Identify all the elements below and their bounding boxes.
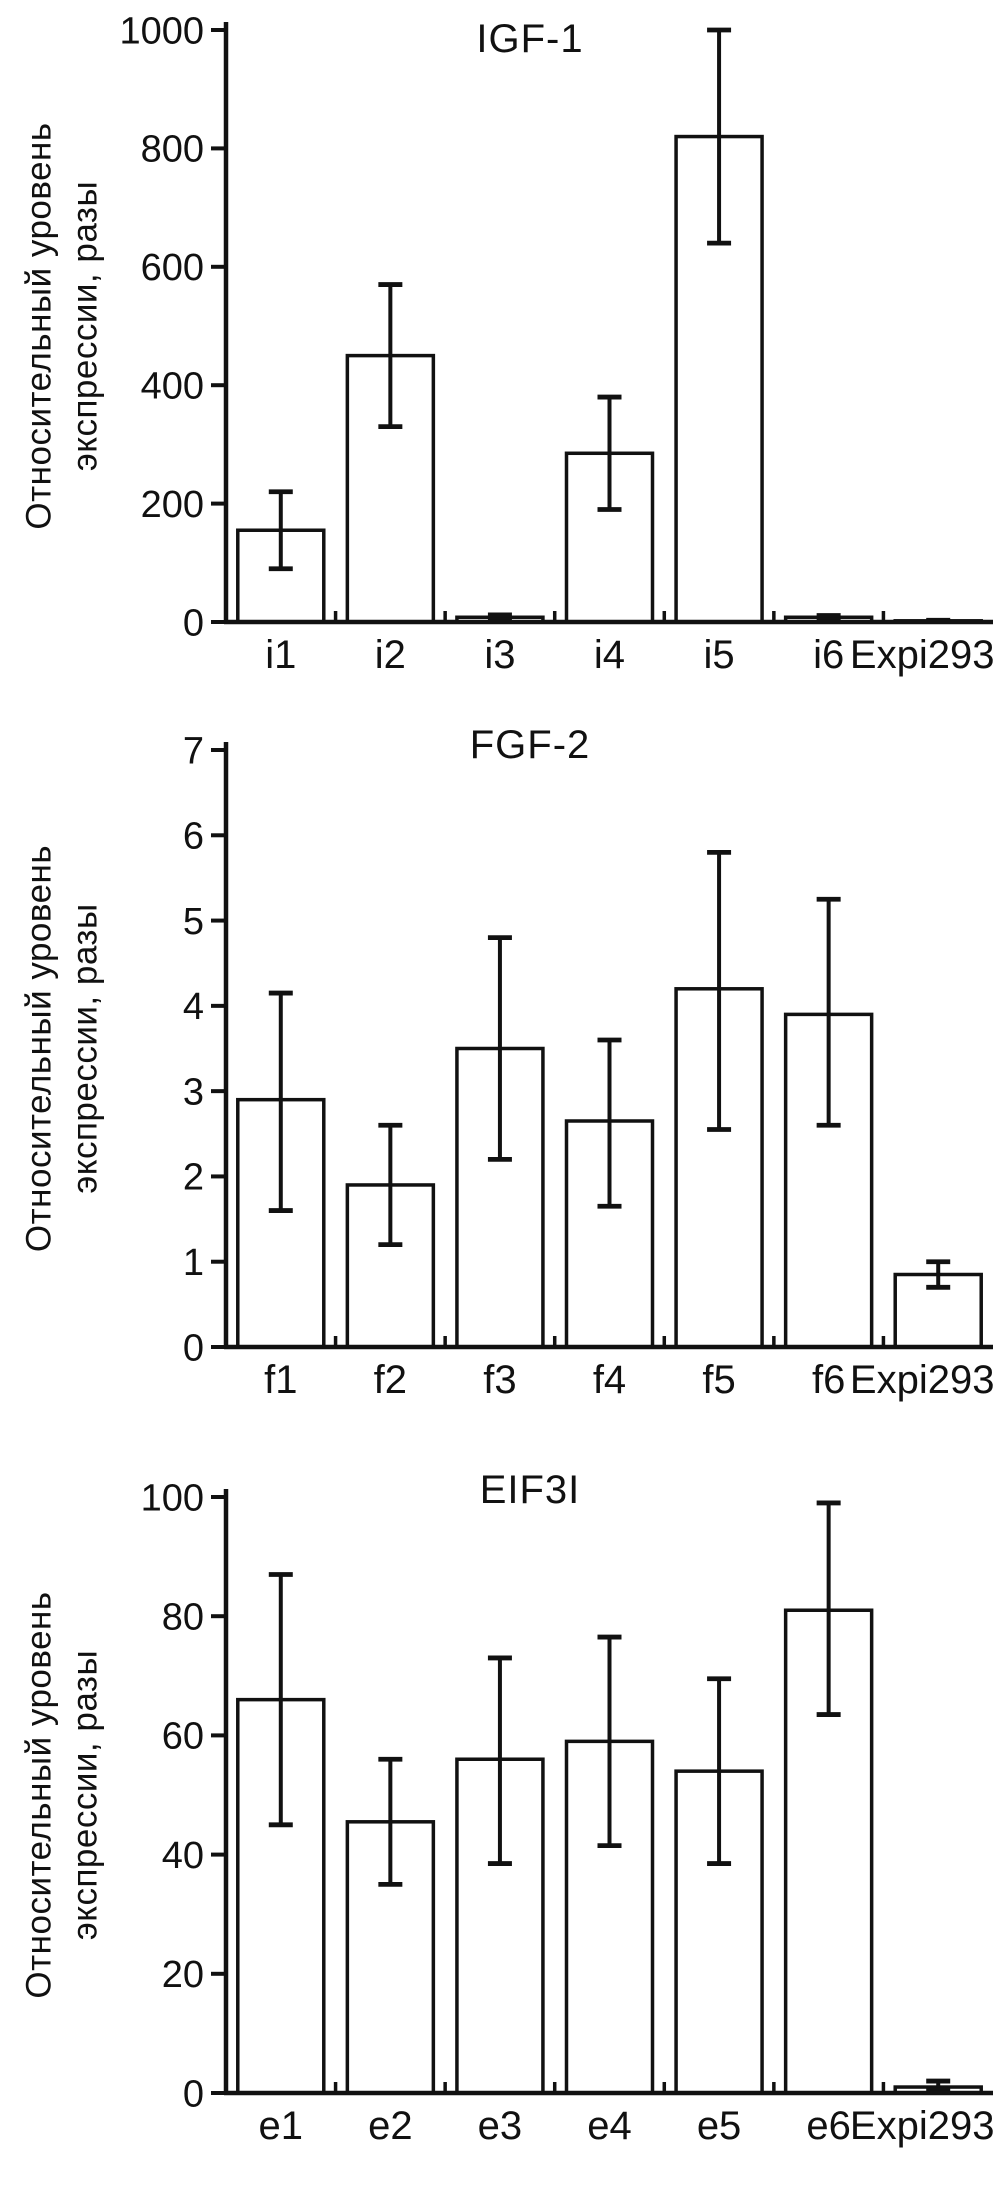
category-label: i6: [813, 633, 845, 677]
y-tick-label: 3: [182, 1071, 204, 1114]
y-tick-label: 2: [182, 1156, 204, 1199]
y-axis-label-line2: экспрессии, разы: [65, 180, 105, 472]
category-label: Expi293: [849, 633, 995, 677]
chart-fgf2: [19, 723, 994, 1402]
error-bar-i6: [817, 615, 841, 619]
category-label: f6: [811, 1358, 846, 1402]
category-label: e4: [587, 2104, 632, 2148]
chart-igf1: [19, 10, 994, 677]
y-axis-label-line1: Относительный уровень: [19, 1591, 59, 1999]
y-axis-label-line2: экспрессии, разы: [65, 903, 105, 1194]
category-label: e5: [696, 2104, 742, 2148]
category-label: e2: [368, 2104, 413, 2148]
y-tick-label: 20: [161, 1954, 204, 1997]
category-label: f2: [373, 1358, 408, 1402]
y-tick-label: 200: [140, 483, 204, 526]
category-label: i2: [374, 633, 406, 677]
category-label: e6: [806, 2104, 851, 2148]
category-label: f5: [702, 1358, 736, 1402]
y-axis-label-line1: Относительный уровень: [19, 122, 59, 530]
category-label: i1: [265, 633, 297, 677]
y-axis-label-line1: Относительный уровень: [19, 844, 59, 1253]
y-tick-label: 4: [182, 986, 204, 1029]
y-tick-label: 1000: [119, 10, 204, 53]
category-label: f1: [264, 1358, 298, 1402]
y-tick-label: 100: [140, 1477, 204, 1520]
chart-eif3i: [19, 1468, 994, 2148]
chart-title: EIF3I: [479, 1468, 581, 1512]
y-tick-label: 1: [182, 1242, 204, 1285]
y-tick-label: 40: [161, 1834, 204, 1877]
y-tick-label: 5: [182, 900, 204, 943]
chart-title: IGF-1: [476, 17, 584, 61]
category-label: i4: [593, 633, 626, 677]
category-label: e1: [258, 2104, 304, 2148]
category-label: i5: [703, 633, 735, 677]
category-label: i3: [484, 633, 516, 677]
y-tick-label: 400: [140, 365, 204, 408]
y-tick-label: 0: [182, 1327, 204, 1370]
category-label: f4: [592, 1358, 627, 1402]
category-label: f3: [483, 1358, 517, 1402]
category-label: e3: [477, 2104, 523, 2148]
y-axis-label-line2: экспрессии, разы: [65, 1649, 105, 1941]
category-label: Expi293: [849, 2104, 995, 2148]
y-tick-label: 60: [161, 1715, 204, 1758]
error-bar-i3: [488, 615, 512, 620]
y-tick-label: 7: [182, 730, 204, 773]
y-tick-label: 6: [182, 815, 204, 858]
category-label: Expi293: [849, 1358, 995, 1402]
y-tick-label: 600: [140, 247, 204, 290]
chart-title: FGF-2: [469, 723, 591, 767]
y-tick-label: 0: [182, 2073, 204, 2116]
y-tick-label: 0: [182, 602, 204, 645]
y-tick-label: 800: [140, 128, 204, 171]
y-tick-label: 80: [161, 1596, 204, 1639]
